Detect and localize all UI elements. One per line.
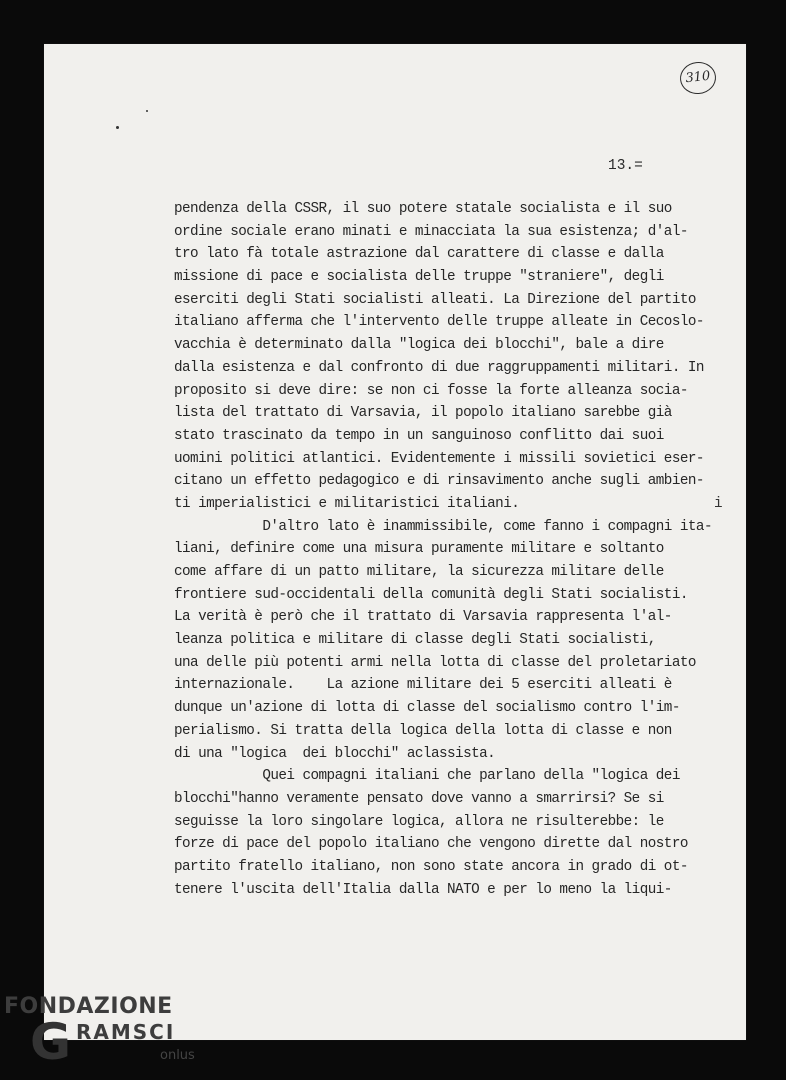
text-line: una delle più potenti armi nella lotta di classe del proletariato <box>174 654 696 671</box>
text-line: italiano afferma che l'intervento delle truppe alleate in Cecoslo- <box>174 314 704 331</box>
text-line: internazionale. La azione militare dei 5 eserciti alleati è <box>174 677 672 694</box>
watermark-line-3: onlus <box>160 1048 195 1063</box>
text-line: partito fratello italiano, non sono state ancora in grado di ot- <box>174 858 688 875</box>
paper-speck <box>116 126 119 129</box>
text-line: frontiere sud-occidentali della comunità degli Stati socialisti. <box>174 586 688 603</box>
typed-text-body <box>174 198 734 901</box>
watermark-line-1: FONDAZIONE <box>4 994 173 1019</box>
text-line: tenere l'uscita dell'Italia dalla NATO e per lo meno la liqui- <box>174 881 672 898</box>
text-line: stato trascinato da tempo in un sanguinoso conflitto dai suoi <box>174 427 664 444</box>
watermark-g-letter: G <box>30 1013 72 1071</box>
text-line: blocchi"hanno veramente pensato dove vanno a smarrirsi? Se si <box>174 790 664 807</box>
text-line: forze di pace del popolo italiano che vengono dirette dal nostro <box>174 836 688 853</box>
text-line: di una "logica dei blocchi" aclassista. <box>174 745 496 762</box>
text-line: vacchia è determinato dalla "logica dei blocchi", bale a dire <box>174 337 664 354</box>
text-line: pendenza della CSSR, il suo potere statale socialista e il suo <box>174 201 672 217</box>
text-line: proposito si deve dire: se non ci fosse la forte alleanza socia- <box>174 382 688 399</box>
page-number: 13.= <box>608 158 643 174</box>
text-line: liani, definire come una misura puramente militare e soltanto <box>174 541 664 558</box>
text-line: tro lato fà totale astrazione dal carattere di classe e dalla <box>174 246 664 263</box>
text-line: perialismo. Si tratta della logica della lotta di classe e non <box>174 722 672 739</box>
text-line: ti imperialistici e militaristici italiani. <box>174 495 520 512</box>
text-line: dunque un'azione di lotta di classe del socialismo contro l'im- <box>174 700 680 717</box>
text-line: Quei compagni italiani che parlano della "logica dei <box>174 768 680 785</box>
text-line: uomini politici atlantici. Evidentemente i missili sovietici eser- <box>174 450 704 467</box>
text-line: ordine sociale erano minati e minacciata la sua esistenza; d'al- <box>174 223 688 240</box>
text-line: D'altro lato è inammissibile, come fanno i compagni ita- <box>174 518 712 535</box>
typewritten-page <box>44 44 746 1040</box>
fondazione-gramsci-watermark <box>0 990 200 1080</box>
text-line: lista del trattato di Varsavia, il popolo italiano sarebbe già <box>174 405 672 422</box>
text-line: leanza politica e militare di classe degli Stati socialisti, <box>174 632 656 649</box>
paper-speck <box>146 110 148 112</box>
text-line: citano un effetto pedagogico e di rinsavimento anche sugli ambien- <box>174 473 704 490</box>
archive-page-stamp: 310 <box>678 60 717 96</box>
text-line: La verità è però che il trattato di Varsavia rappresenta l'al- <box>174 609 672 626</box>
text-line: seguisse la loro singolare logica, allora ne risulterebbe: le <box>174 813 664 830</box>
text-line: dalla esistenza e dal confronto di due raggruppamenti militari. In <box>174 359 704 376</box>
watermark-line-2: RAMSCI <box>76 1020 176 1044</box>
text-line: eserciti degli Stati socialisti alleati. La Direzione del partito <box>174 291 696 308</box>
text-line: missione di pace e socialista delle truppe "straniere", degli <box>174 269 664 286</box>
margin-mark: i <box>714 496 723 512</box>
text-line: come affare di un patto militare, la sicurezza militare delle <box>174 564 664 580</box>
